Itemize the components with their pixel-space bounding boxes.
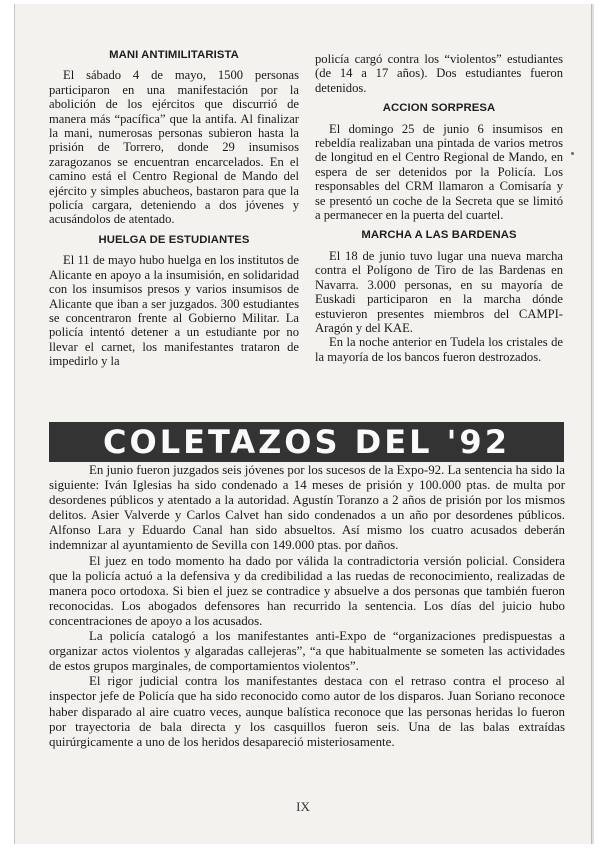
page-sheet bbox=[14, 4, 592, 844]
section-heading-mani-antimilitarista: MANI ANTIMILITARISTA bbox=[109, 49, 239, 61]
page-number: IX bbox=[296, 799, 310, 814]
right-column bbox=[315, 52, 563, 364]
article-paragraph: El rigor judicial contra los manifestantes destaca con el retraso contra el proceso al inspector jefe de Policía que ha sido reconocido como autor de los disparos. Juan Soriano reconoce haber disparado al aire cuatro veces, aunque balística reconoce que las personas heridas lo fueron por trayectoria de bala directa y los casquillos fueron seis. Una de las balas extraídas quirúrgicamente a uno de los heridos desapareció misteriosamente. bbox=[49, 674, 565, 749]
article-banner-title: COLETAZOS DEL '92 bbox=[49, 422, 564, 462]
section-paragraph: En la noche anterior en Tudela los cristales de la mayoría de los bancos fueron destrozados. bbox=[315, 335, 563, 364]
article-paragraph: El juez en todo momento ha dado por válida la contradictoria versión policial. Considera que la policía actuó a la defensiva y da credibilidad a las ruedas de reconocimiento, realizadas de manera poco ortodoxa. Si bien el juez se contradice y absuelve a dos personas que también fueron reconocidas. Los abogados defensores han recurrido la sentencia. Los días del juicio hubo concentraciones de apoyo a los acusados. bbox=[49, 553, 565, 628]
section-heading-huelga-estudiantes: HUELGA DE ESTUDIANTES bbox=[98, 233, 250, 246]
section-paragraph: El 11 de mayo hubo huelga en los institutos de Alicante en apoyo a la insumisión, en solidaridad con los insumisos presos y varios insumisos de Alicante que iban a ser juzgados. 300 estudiantes se concentraron frente al Gobierno Militar. La policía intentó detener a un estudiante por no llevar el carnet, los manifestantes trataron de impedirlo y la bbox=[49, 253, 299, 369]
section-heading-accion-sorpresa: ACCION SORPRESA bbox=[382, 102, 496, 115]
article-paragraph: En junio fueron juzgados seis jóvenes por los sucesos de la Expo-92. La sentencia ha sido la siguiente: Iván Iglesias ha sido condenado a 14 meses de prisión y 100.000 ptas. de multa por desordenes públicos y atentado a la autoridad. Agustín Toranzo a 2 años de prisión por los mismos delitos. Asier Valverde y Carlos Calvet han sido condenados a un año por desordenes públicos. Alfonso Lara y Eduardo Canal han sido absueltos. Así mismo los cuatro acusados deberán indemnizar al ayuntamiento de Sevilla con 149.000 ptas. por daños. bbox=[49, 463, 565, 553]
left-column bbox=[49, 42, 299, 369]
scan-speck bbox=[571, 152, 574, 155]
continued-paragraph: policía cargó contra los “violentos” estudiantes (de 14 a 17 años). Dos estudiantes fueron detenidos. bbox=[315, 52, 563, 95]
section-heading-marcha-bardenas: MARCHA A LAS BARDENAS bbox=[361, 229, 517, 242]
main-article-body bbox=[49, 463, 565, 750]
section-paragraph: El 18 de junio tuvo lugar una nueva marcha contra el Polígono de Tiro de las Bardenas en Navarra. 3.000 personas, en su mayoría de Euskadi participaron en la marcha dónde estuvieron presentes miembros del CAMPI-Aragón y del KAE. bbox=[315, 248, 563, 335]
section-paragraph: El domingo 25 de junio 6 insumisos en rebeldía realizaban una pintada de varios metros de longitud en el Centro Regional de Mando, en espera de ser detenidos por la Policía. Los responsables del CRM llamaron a Comisaría y se presentó un coche de la Secreta que se limitó a permanecer en la puerta del cuartel. bbox=[315, 121, 563, 223]
section-paragraph: El sábado 4 de mayo, 1500 personas participaron en una manifestación por la abolición de los ejércitos que discurrió de manera más “pacífica” que la antifa. Al finalizar la mani, numerosas personas subieron hasta la prisión de Torrero, donde 29 insumisos zaragozanos se encuentran encarcelados. En el camino está el Centro Regional de Mando del ejército y simples abucheos, bastaron para que la policía cargara, deteniendo a dos jóvenes y acusándolos de atentado. bbox=[49, 68, 299, 227]
article-paragraph: La policía catalogó a los manifestantes anti-Expo de “organizaciones predispuestas a organizar actos violentos y algaradas callejeras”, “a que habitualmente se someten las actividades de estos grupos marginales, de comportamientos violentos”. bbox=[49, 629, 565, 674]
